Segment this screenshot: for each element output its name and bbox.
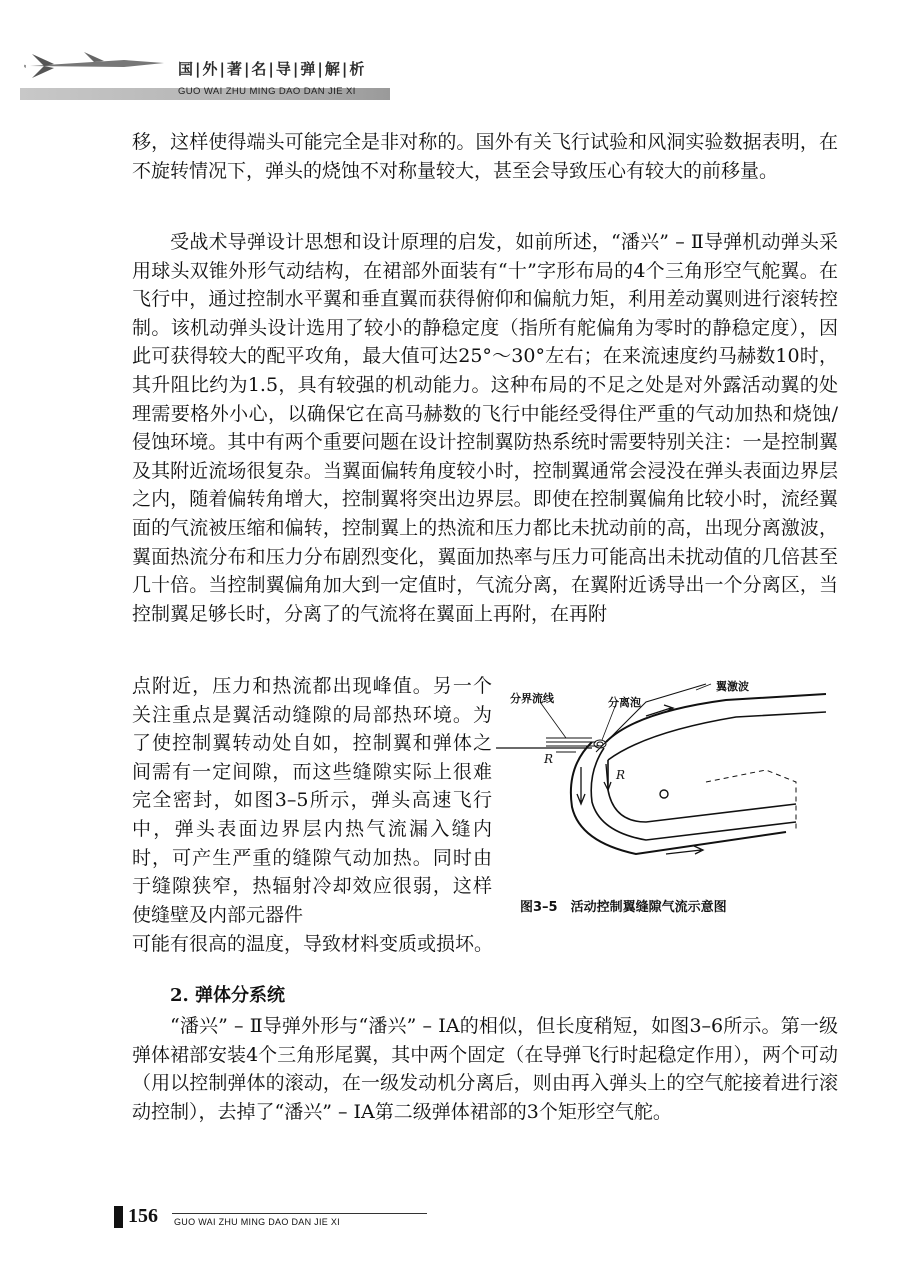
section-title: 2. 弹体分系统 [170,985,286,1006]
paragraph-2 [132,228,838,628]
missile-icon [24,44,174,84]
boundary-streamline-label: 分界流线 [510,692,554,705]
series-title: 国|外|著|名|导|弹|解|析 [178,60,367,78]
paragraph-2-wrap: 点附近，压力和热流都出现峰值。另一个关注重点是翼活动缝隙的局部热环境。为了使控制翼转动处自如，控制翼和弹体之间需有一定间隙，而这些缝隙实际上很难完全密封，如图3–5所示，弹头高速飞行中，弹头表面边界层内热气流漏入缝内时，可产生严重的缝隙气动加热。同时由于缝隙狭窄，热辐射冷却效应很弱，这样使缝壁及内部元器件 [132,675,492,926]
radius-label-2: R [616,768,626,782]
page-number-bar [114,1206,123,1228]
separation-bubble-label: 分离泡 [608,696,641,709]
wing-shock-label: 翼激波 [716,680,749,693]
figure-3-5 [496,672,826,862]
paragraph-2-end: 可能有很高的温度，导致材料变质或损坏。 [132,933,494,955]
running-header [0,0,910,110]
series-pinyin: GUO WAI ZHU MING DAO DAN JIE XI [178,86,356,97]
paragraph-3 [132,1012,838,1126]
page-footer [114,1203,434,1233]
paragraph-2-text: 受战术导弹设计思想和设计原理的启发，如前所述，“潘兴” – Ⅱ导弹机动弹头采用球头双锥外形气动结构，在裙部外面装有“十”字形布局的4个三角形空气舵翼。在飞行中，通过控制水平翼和垂直翼而获得俯仰和偏航力矩，利用差动翼则进行滚转控制。该机动弹头设计选用了较小的静稳定度（指所有舵偏角为零时的静稳定度），因此可获得较大的配平攻角，最大值可达25°～30°左右；在来流速度约马赫数10时，其升阻比约为1.5，具有较强的机动能力。这种布局的不足之处是对外露活动翼的处理需要格外小心，以确保它在高马赫数的飞行中能经受得住严重的气动加热和烧蚀/侵蚀环境。其中有两个重要问题在设计控制翼防热系统时需要特别关注：一是控制翼及其附近流场很复杂。当翼面偏转角度较小时，控制翼通常会浸没在弹头表面边界层之内，随着偏转角增大，控制翼将突出边界层。即使在控制翼偏角比较小时，流经翼面的气流被压缩和偏转，控制翼上的热流和压力都比未扰动前的高，出现分离激波，翼面热流分布和压力分布剧烈变化，翼面加热率与压力可能高出未扰动值的几倍甚至几十倍。当控制翼偏角加大到一定值时，气流分离，在翼附近诱导出一个分离区，当控制翼足够长时，分离了的气流将在翼面上再附，在再附 [132,231,838,625]
footer-rule [172,1213,427,1214]
paragraph-1: 移，这样使得端头可能完全是非对称的。国外有关飞行试验和风洞实验数据表明，在不旋转情况下，弹头的烧蚀不对称量较大，甚至会导致压心有较大的前移量。 [132,131,838,182]
footer-pinyin: GUO WAI ZHU MING DAO DAN JIE XI [174,1217,340,1227]
radius-label-1: R [544,752,554,766]
paragraph-3-text: “潘兴” – Ⅱ导弹外形与“潘兴” – ⅠA的相似，但长度稍短，如图3–6所示。第一级弹体裙部安装4个三角形尾翼，其中两个固定（在导弹飞行时起稳定作用），两个可动（用以控制弹体的滚动，在一级发动机分离后，则由再入弹头上的空气舵接着进行滚动控制），去掉了“潘兴” – ⅠA第二级弹体裙部的3个矩形空气舵。 [132,1015,838,1123]
page-number: 156 [128,1205,158,1227]
figure-caption: 图3–5 活动控制翼缝隙气流示意图 [520,900,727,915]
